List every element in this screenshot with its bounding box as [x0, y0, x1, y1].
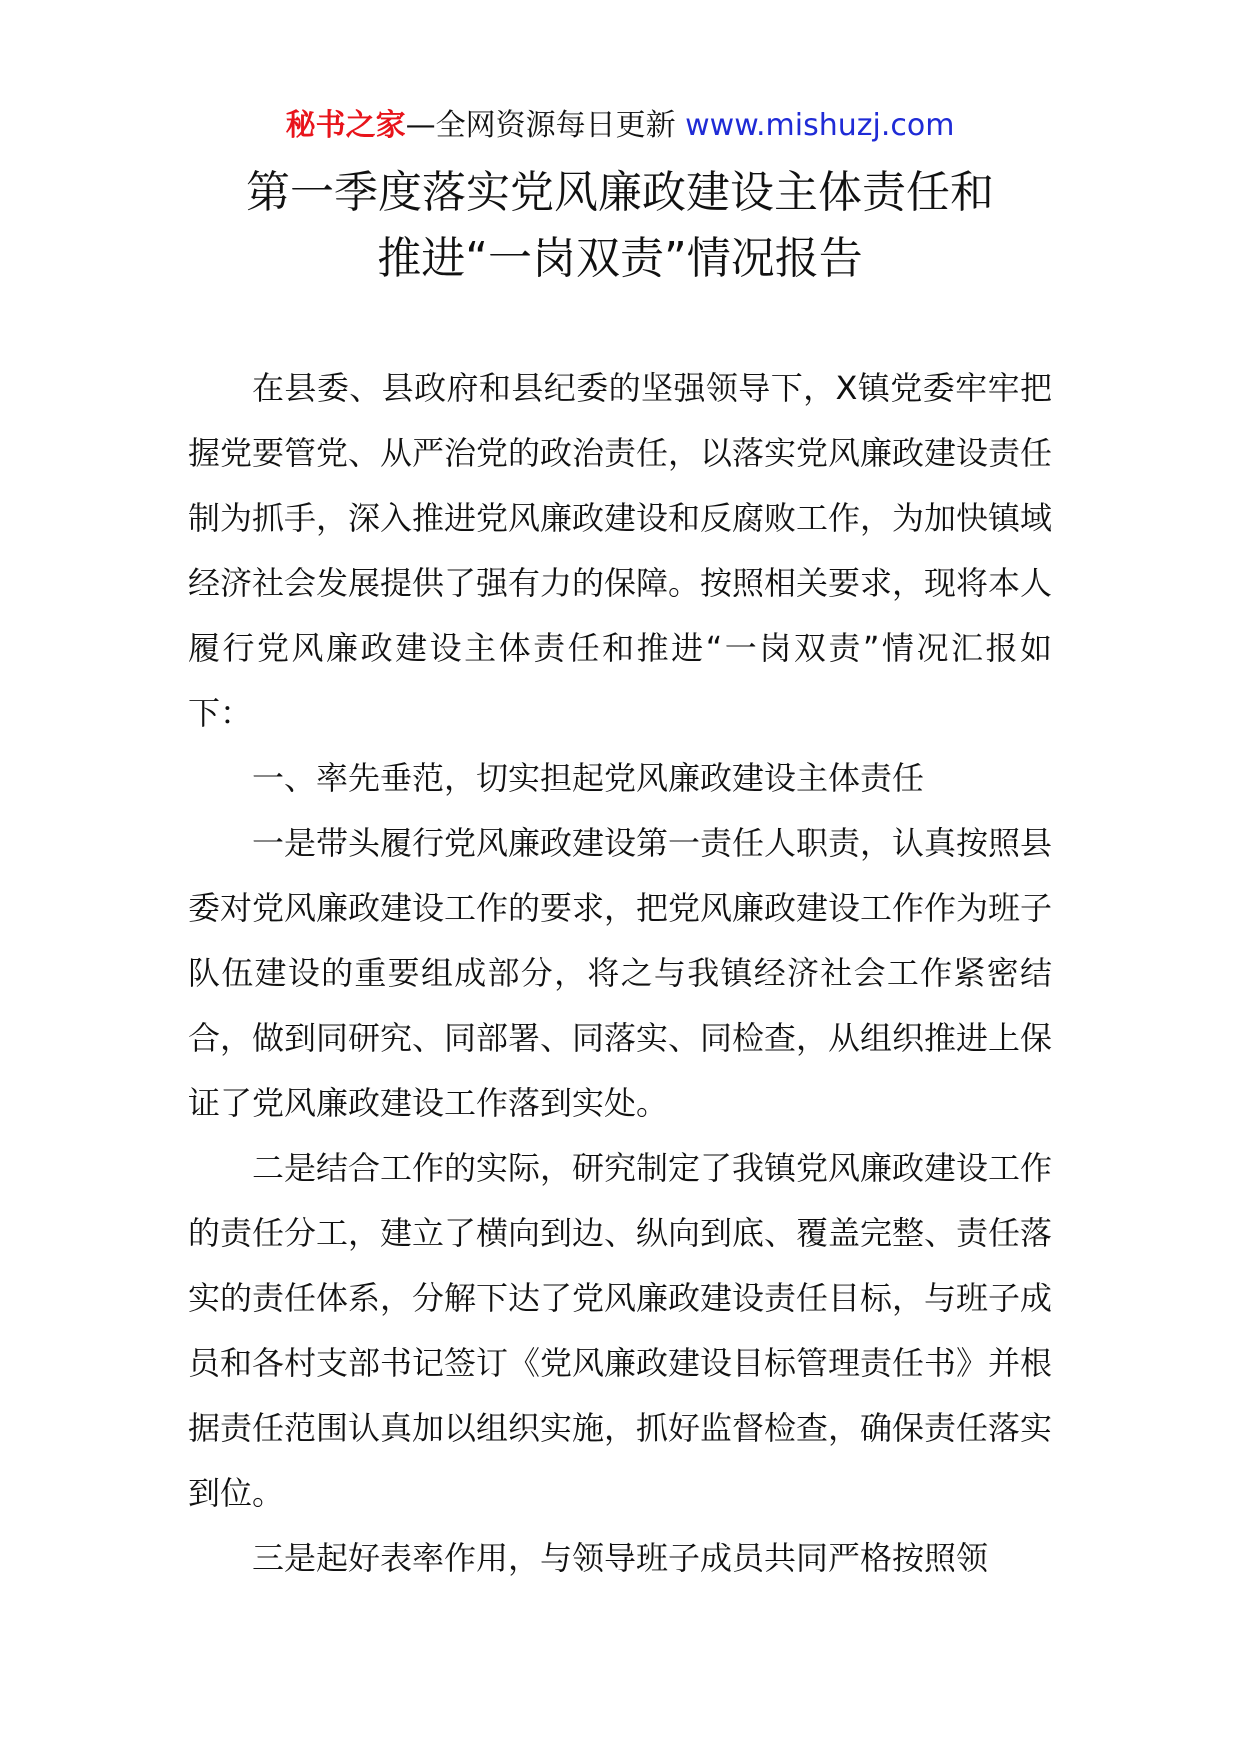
paragraph-point-3: 三是起好表率作用，与领导班子成员共同严格按照领	[252, 1539, 989, 1577]
paragraph-intro: 在县委、县政府和县纪委的坚强领导下，X镇党委牢牢把握党要管党、从严治党的政治责任，以落实党风廉政建设责任制为抓手，深入推进党风廉政建设和反腐败工作，为加快镇域经济社会发展提供了强有力的保障。按照相关要求，现将本人履行党风廉政建设主体责任和推进“一岗双责”情况汇报如下：	[188, 369, 1053, 732]
title-line-2: 推进“一岗双责”情况报告	[377, 233, 863, 284]
section-heading-1: 一、率先垂范，切实担起党风廉政建设主体责任	[252, 759, 925, 797]
site-header	[0, 104, 1240, 148]
document-body	[188, 356, 1052, 1591]
paragraph-point-1: 一是带头履行党风廉政建设第一责任人职责，认真按照县委对党风廉政建设工作的要求，把党风廉政建设工作作为班子队伍建设的重要组成部分，将之与我镇经济社会工作紧密结合，做到同研究、同部署、同落实、同检查，从组织推进上保证了党风廉政建设工作落到实处。	[188, 824, 1053, 1122]
site-brand: 秘书之家	[285, 108, 406, 143]
title-line-1: 第一季度落实党风廉政建设主体责任和	[246, 167, 994, 218]
site-url[interactable]: www.mishuzj.com	[685, 108, 955, 143]
site-tagline: —全网资源每日更新	[405, 108, 686, 143]
document-title	[0, 160, 1240, 292]
paragraph-point-2: 二是结合工作的实际，研究制定了我镇党风廉政建设工作的责任分工，建立了横向到边、纵向到底、覆盖完整、责任落实的责任体系，分解下达了党风廉政建设责任目标，与班子成员和各村支部书记签订《党风廉政建设目标管理责任书》并根据责任范围认真加以组织实施，抓好监督检查，确保责任落实到位。	[188, 1149, 1053, 1512]
